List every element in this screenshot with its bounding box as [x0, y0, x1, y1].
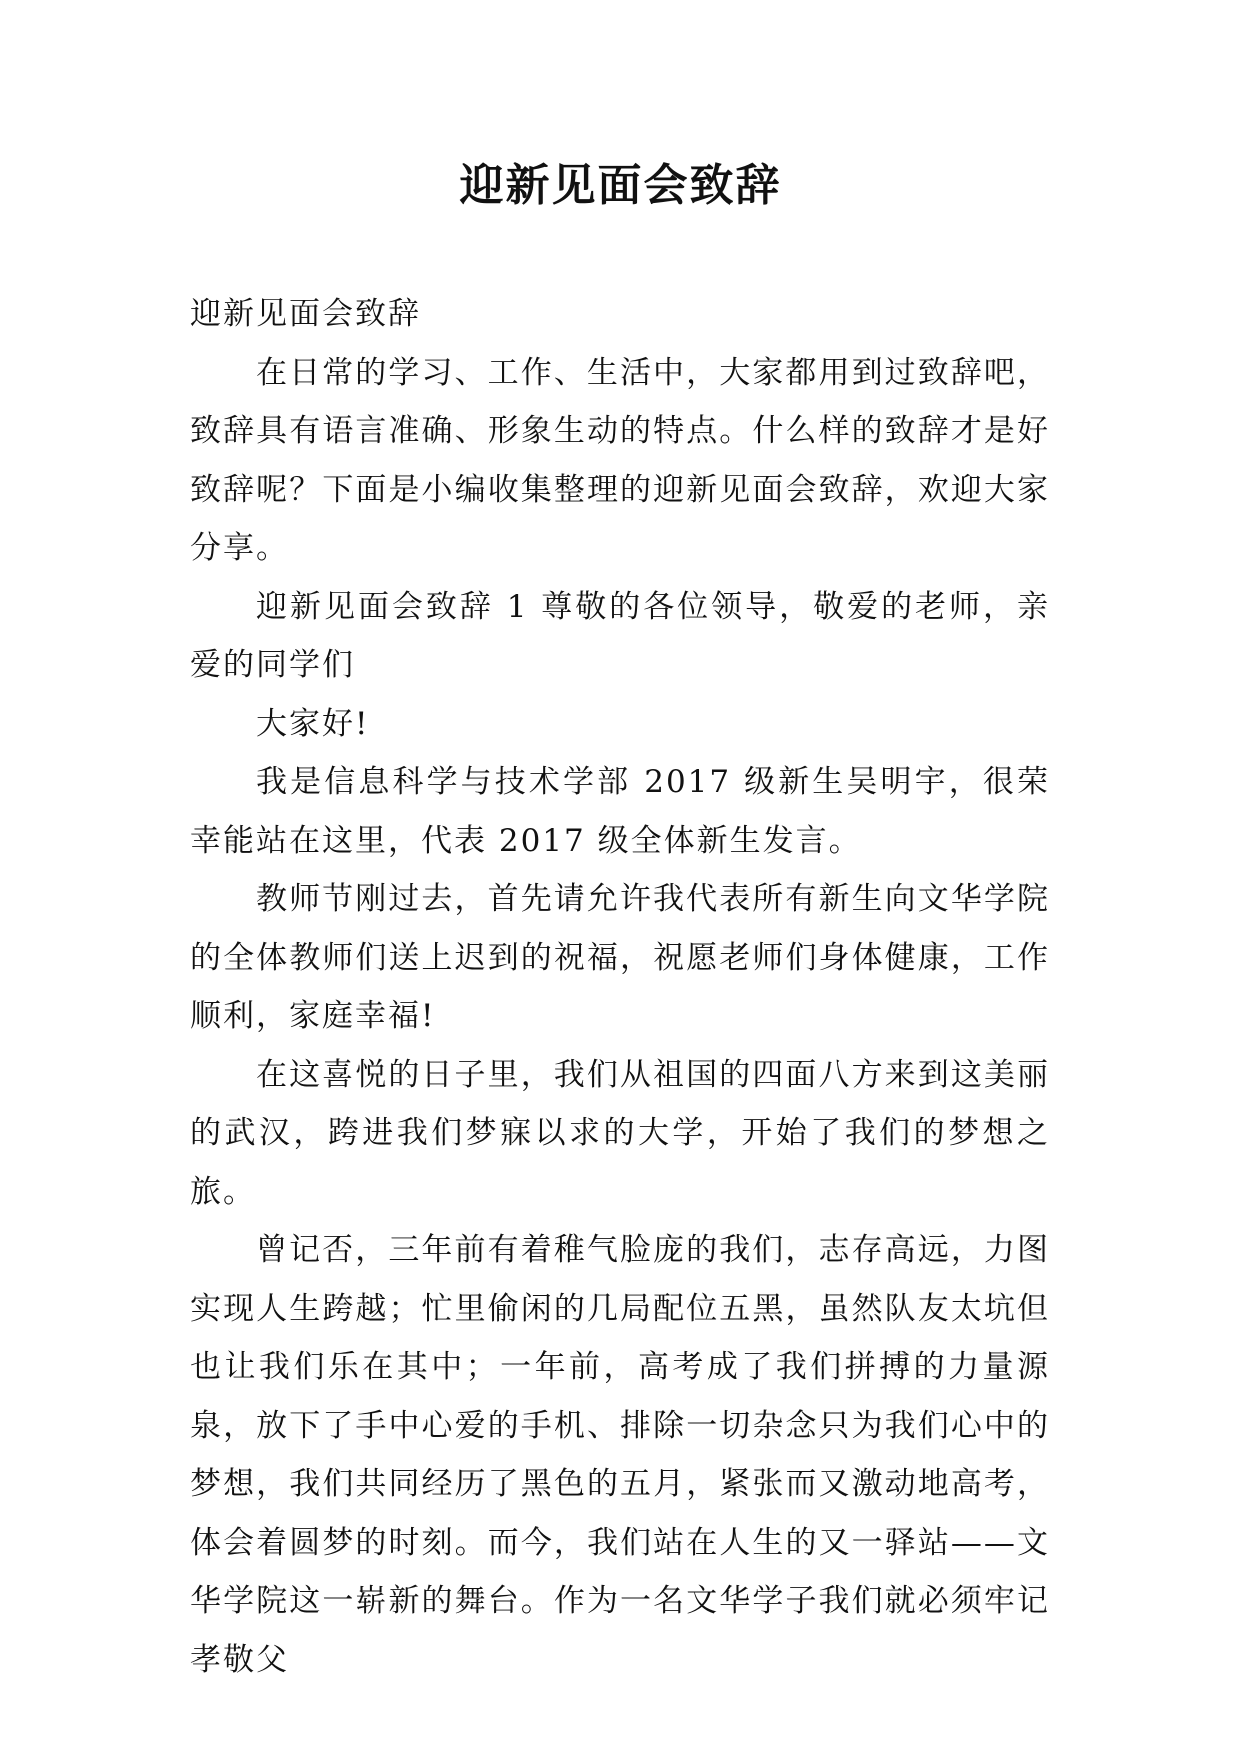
- paragraph-salutation: 迎新见面会致辞 1 尊敬的各位领导，敬爱的老师，亲爱的同学们: [190, 588, 1050, 683]
- paragraph-arrival: 在这喜悦的日子里，我们从祖国的四面八方来到这美丽的武汉，跨进我们梦寐以求的大学，开始了我们的梦想之旅。: [190, 1056, 1050, 1210]
- paragraph-teachers-day: 教师节刚过去，首先请允许我代表所有新生向文华学院的全体教师们送上迟到的祝福，祝愿老师们身体健康，工作顺利，家庭幸福!: [190, 881, 1050, 1034]
- body-heading: 迎新见面会致辞: [190, 296, 421, 332]
- paragraph-greeting: 大家好!: [256, 705, 370, 742]
- document-body: [190, 285, 1050, 1689]
- paragraph-memories: 曾记否，三年前有着稚气脸庞的我们，志存高远，力图实现人生跨越；忙里偷闲的几局配位五黑，虽然队友太坑但也让我们乐在其中；一年前，高考成了我们拼搏的力量源泉，放下了手中心爱的手机、排除一切杂念只为我们心中的梦想，我们共同经历了黑色的五月，紧张而又激动地高考，体会着圆梦的时刻。而今，我们站在人生的又一驿站——文华学院这一崭新的舞台。作为一名文华学子我们就必须牢记孝敬父: [190, 1232, 1050, 1678]
- paragraph-self-introduction: 我是信息科学与技术学部 2017 级新生吴明宇，很荣幸能站在这里，代表 2017 级全体新生发言。: [190, 764, 1050, 859]
- paragraph-intro: 在日常的学习、工作、生活中，大家都用到过致辞吧，致辞具有语言准确、形象生动的特点。什么样的致辞才是好致辞呢？下面是小编收集整理的迎新见面会致辞，欢迎大家分享。: [190, 354, 1050, 566]
- document-title: 迎新见面会致辞: [459, 160, 782, 211]
